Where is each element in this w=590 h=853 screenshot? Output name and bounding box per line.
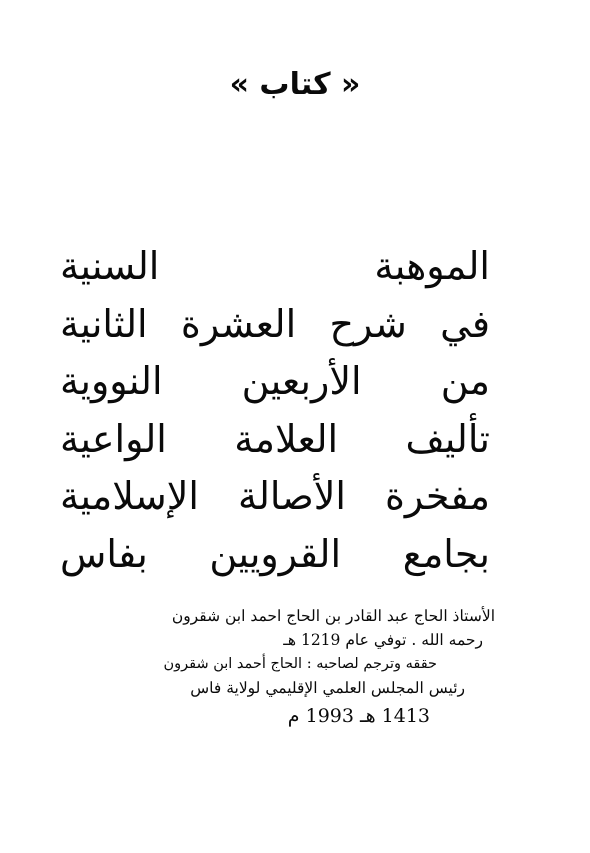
book-label: « كتاب » (229, 67, 361, 102)
death-line: رحمه الله . توفي عام 1219 هـ (283, 631, 483, 649)
credits-block (40, 605, 495, 731)
author-line: الأستاذ الحاج عبد القادر بن الحاج احمد ابن شقرون (171, 607, 495, 625)
editor-line: حققه وترجم لصاحبه : الحاج أحمد ابن شقرون (163, 656, 437, 672)
title-line-4: تأليف العلامة الواعية (60, 416, 490, 461)
title-line-5: مفخرة الأصالة الإسلامية (60, 474, 490, 518)
title-line-2: في شرح العشرة الثانية (60, 301, 490, 346)
editor-role-line: رئيس المجلس العلمي الإقليمي لولاية فاس (190, 679, 465, 697)
book-title (60, 238, 490, 583)
title-line-1: الموهبة السنية (60, 244, 490, 288)
title-line-3: من الأربعين النووية (60, 359, 490, 403)
date-line: 1413 هـ 1993 م (287, 705, 430, 727)
title-line-6: بجامع القرويين بفاس (60, 531, 490, 576)
